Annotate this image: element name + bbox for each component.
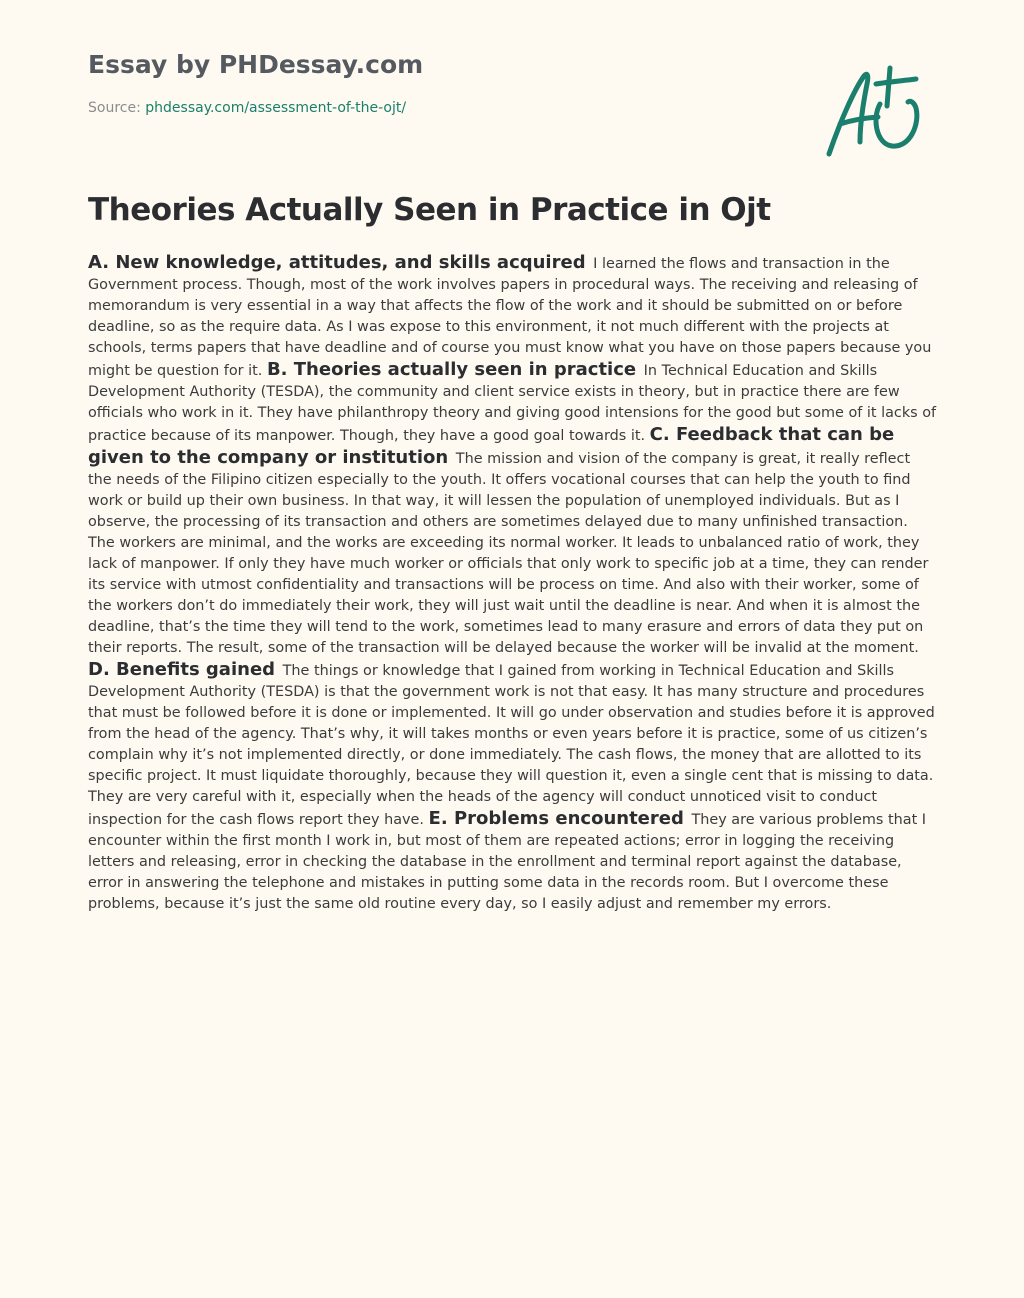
source-line bbox=[88, 98, 788, 118]
source-label: Source: bbox=[88, 100, 141, 116]
source-link[interactable]: phdessay.com/assessment-of-the-ojt/ bbox=[145, 100, 407, 116]
essay-body bbox=[88, 252, 938, 915]
a-plus-icon bbox=[820, 62, 930, 162]
section-heading-e: E. Problems encountered bbox=[428, 808, 684, 829]
essay-title: Theories Actually Seen in Practice in Ojt bbox=[88, 192, 771, 228]
section-body-e: They are various problems that I encounter within the first month I work in, but most of them are repeated actions; error in logging the receiving letters and releasing, error in checking the database in the enrollment and terminal report against the database, error in answering the telephone and mistakes in putting some data in the records room. But I overcome these problems, because it’s just the same old routine every day, so I easily adjust and remember my errors. bbox=[88, 812, 927, 912]
section-heading-a: A. New knowledge, attitudes, and skills acquired bbox=[88, 252, 586, 273]
section-body-a: I learned the flows and transaction in the Government process. Though, most of the work involves papers in procedural ways. The receiving and releasing of memorandum is very essential in a way that affects the flow of the work and it should be submitted on or before deadline, so as the require data. As I was expose to this environment, it not much different with the projects at schools, terms papers that have deadline and of course you must know what you have on those papers because you might be question for it. bbox=[88, 256, 932, 379]
section-heading-c: C. Feedback that can be given to the company or institution bbox=[88, 424, 895, 468]
a-plus-logo bbox=[820, 62, 930, 162]
section-body-b: In Technical Education and Skills Development Authority (TESDA), the community and client service exists in theory, but in practice there are few officials who work in it. They have philanthropy theory and giving good intensions for the good but some of it lacks of practice because of its manpower. Though, they have a good goal towards it. bbox=[88, 363, 937, 444]
section-heading-b: B. Theories actually seen in practice bbox=[266, 359, 637, 380]
site-brand[interactable]: Essay by PHDessay.com bbox=[88, 50, 424, 79]
section-heading-d: D. Benefits gained bbox=[88, 659, 276, 680]
section-body-c: The mission and vision of the company is great, it really reflect the needs of the Filipino citizen especially to the youth. It offers vocational courses that can help the youth to find work or build up their own business. In that way, it will lessen the population of unemployed individuals. But as I observe, the processing of its transaction and others are sometimes delayed due to many unfinished transaction. The workers are minimal, and the works are exceeding its normal worker. It leads to unbalanced ratio of work, they lack of manpower. If only they have much worker or officials that only work to specific job at a time, they can render its service with utmost confidentiality and transactions will be process on time. And also with their worker, some of the workers don’t do immediately their work, they will just wait until the deadline is near. And when it is almost the deadline, that’s the time they will tend to the work, sometimes lead to many erasure and errors of data they put on their reports. The result, some of the transaction will be delayed because the worker will be invalid at the moment. bbox=[88, 451, 929, 656]
section-body-d: The things or knowledge that I gained from working in Technical Education and Skills Development Authority (TESDA) is that the government work is not that easy. It has many structure and procedures that must be followed before it is done or implemented. It will go under observation and studies before it is approved from the head of the agency. That’s why, it will takes months or even years before it is practice, some of us citizen’s complain why it’s not implemented directly, or done immediately. The cash flows, the money that are allotted to its specific project. It must liquidate thoroughly, because they will question it, even a single cent that is missing to data. They are very careful with it, especially when the heads of the agency will conduct unnoticed visit to conduct inspection for the cash flows report they have. bbox=[88, 663, 935, 828]
page-header bbox=[88, 48, 788, 118]
